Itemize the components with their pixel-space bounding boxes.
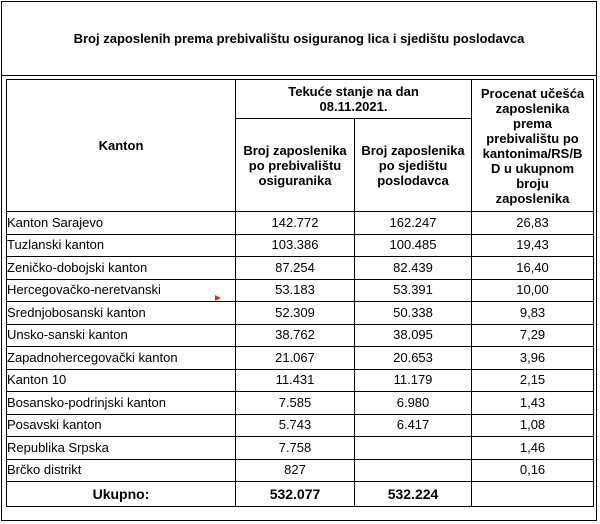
table-title: Broj zaposlenih prema prebivalištu osiguranog lica i sjedištu poslodavca bbox=[2, 2, 596, 76]
employment-table bbox=[6, 79, 594, 507]
row-name: Tuzlanski kanton bbox=[7, 234, 236, 257]
row-name: Unsko-sanski kanton bbox=[7, 324, 236, 347]
row-percent: 1,08 bbox=[472, 414, 594, 437]
row-employer bbox=[355, 437, 472, 460]
row-name: Brčko distrikt bbox=[7, 459, 236, 482]
row-employer: 50.338 bbox=[355, 302, 472, 325]
header-percentage: Procenat učešća zaposlenika prema prebivalištu po kantonima/RS/B D u ukupnom broju zaposlenika bbox=[472, 80, 594, 212]
row-residence: 21.067 bbox=[236, 347, 355, 370]
table-row bbox=[7, 302, 594, 325]
total-percent bbox=[472, 482, 594, 507]
row-residence: 827 bbox=[236, 459, 355, 482]
header-kanton: Kanton bbox=[7, 80, 236, 212]
table-row bbox=[7, 257, 594, 280]
row-percent: 9,83 bbox=[472, 302, 594, 325]
row-residence: 7.585 bbox=[236, 392, 355, 415]
row-name: Zeničko-dobojski kanton bbox=[7, 257, 236, 280]
row-percent: 7,29 bbox=[472, 324, 594, 347]
row-employer: 6.417 bbox=[355, 414, 472, 437]
row-name: Zapadnohercegovački kanton bbox=[7, 347, 236, 370]
header-group-date: Tekuće stanje na dan 08.11.2021. bbox=[236, 80, 472, 119]
row-name: Kanton 10 bbox=[7, 369, 236, 392]
row-residence: 142.772 bbox=[236, 212, 355, 235]
row-percent: 0,16 bbox=[472, 459, 594, 482]
row-name: Srednjobosanski kanton bbox=[7, 302, 236, 325]
table-frame bbox=[1, 1, 597, 521]
table-row bbox=[7, 459, 594, 482]
table-row bbox=[7, 212, 594, 235]
table-row bbox=[7, 369, 594, 392]
row-employer: 82.439 bbox=[355, 257, 472, 280]
table-row bbox=[7, 234, 594, 257]
row-name: Kanton Sarajevo bbox=[7, 212, 236, 235]
row-percent: 16,40 bbox=[472, 257, 594, 280]
row-employer: 53.391 bbox=[355, 279, 472, 302]
row-name: Bosansko-podrinjski kanton bbox=[7, 392, 236, 415]
row-name: Republika Srpska bbox=[7, 437, 236, 460]
total-employer: 532.224 bbox=[355, 482, 472, 507]
row-residence: 52.309 bbox=[236, 302, 355, 325]
row-residence: 103.386 bbox=[236, 234, 355, 257]
table-row bbox=[7, 324, 594, 347]
table-row bbox=[7, 414, 594, 437]
header-residence-count: Broj zaposlenika po prebivalištu osiguranika bbox=[236, 119, 355, 212]
row-residence: 11.431 bbox=[236, 369, 355, 392]
row-name: Hercegovačko-neretvanski bbox=[7, 279, 236, 302]
header-employer-count: Broj zaposlenika po sjedištu poslodavca bbox=[355, 119, 472, 212]
row-employer: 6.980 bbox=[355, 392, 472, 415]
row-employer: 20.653 bbox=[355, 347, 472, 370]
row-residence: 38.762 bbox=[236, 324, 355, 347]
row-percent: 3,96 bbox=[472, 347, 594, 370]
row-percent: 1,46 bbox=[472, 437, 594, 460]
table-row bbox=[7, 279, 594, 302]
row-percent: 2,15 bbox=[472, 369, 594, 392]
table-row bbox=[7, 347, 594, 370]
row-employer: 11.179 bbox=[355, 369, 472, 392]
table-row bbox=[7, 437, 594, 460]
row-employer bbox=[355, 459, 472, 482]
row-employer: 100.485 bbox=[355, 234, 472, 257]
red-marker-icon bbox=[215, 295, 221, 301]
row-percent: 10,00 bbox=[472, 279, 594, 302]
row-percent: 26,83 bbox=[472, 212, 594, 235]
total-label: Ukupno: bbox=[7, 482, 236, 507]
row-residence: 87.254 bbox=[236, 257, 355, 280]
total-row bbox=[7, 482, 594, 507]
total-residence: 532.077 bbox=[236, 482, 355, 507]
row-residence: 5.743 bbox=[236, 414, 355, 437]
row-name: Posavski kanton bbox=[7, 414, 236, 437]
row-employer: 38.095 bbox=[355, 324, 472, 347]
row-residence: 7.758 bbox=[236, 437, 355, 460]
row-percent: 1,43 bbox=[472, 392, 594, 415]
row-residence: 53.183 bbox=[236, 279, 355, 302]
row-employer: 162.247 bbox=[355, 212, 472, 235]
table-row bbox=[7, 392, 594, 415]
row-percent: 19,43 bbox=[472, 234, 594, 257]
